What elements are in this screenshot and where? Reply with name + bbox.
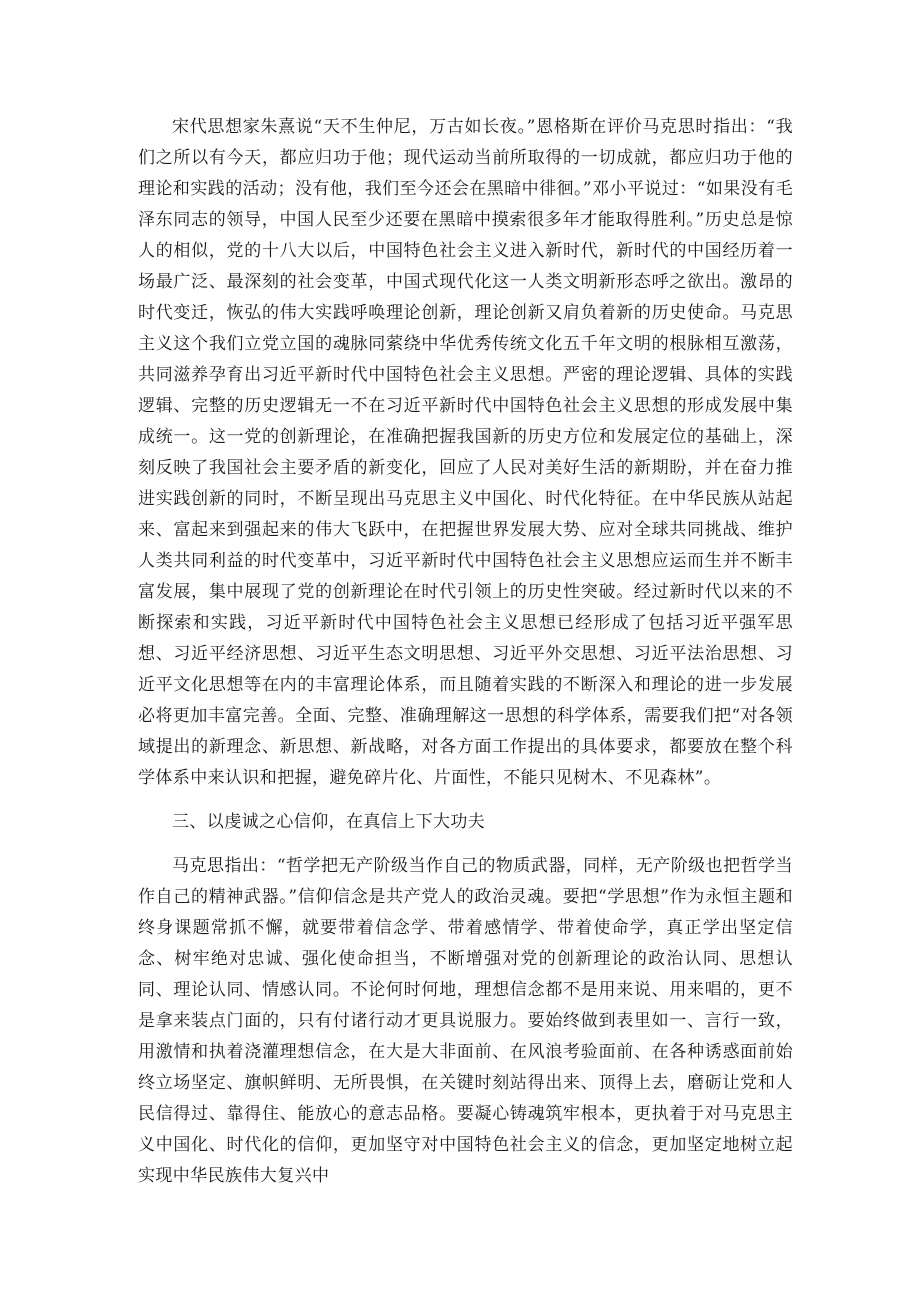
document-page bbox=[138, 112, 793, 1192]
section-heading-3: 三、以虔诚之心信仰，在真信上下大功夫 bbox=[172, 812, 486, 832]
body-paragraph-1: 宋代思想家朱熹说“天不生仲尼，万古如长夜。”恩格斯在评价马克思时指出：“我们之所以有今天，都应归功于他；现代运动当前所取得的一切成就，都应归功于他的理论和实践的活动；没有他，我们至今还会在黑暗中徘徊。”邓小平说过：“如果没有毛泽东同志的领导，中国人民至少还要在黑暗中摸索很多年才能取得胜利。”历史总是惊人的相似，党的十八大以后，中国特色社会主义进入新时代，新时代的中国经历着一场最广泛、最深刻的社会变革，中国式现代化这一人类文明新形态呼之欲出。激昂的时代变迁，恢弘的伟大实践呼唤理论创新，理论创新又肩负着新的历史使命。马克思主义这个我们立党立国的魂脉同萦绕中华优秀传统文化五千年文明的根脉相互激荡，共同滋养孕育出习近平新时代中国特色社会主义思想。严密的理论逻辑、具体的实践逻辑、完整的历史逻辑无一不在习近平新时代中国特色社会主义思想的形成发展中集成统一。这一党的创新理论，在准确把握我国新的历史方位和发展定位的基础上，深刻反映了我国社会主要矛盾的新变化，回应了人民对美好生活的新期盼，并在奋力推进实践创新的同时，不断呈现出马克思主义中国化、时代化特征。在中华民族从站起来、富起来到强起来的伟大飞跃中，在把握世界发展大势、应对全球共同挑战、维护人类共同利益的时代变革中，习近平新时代中国特色社会主义思想应运而生并不断丰富发展，集中展现了党的创新理论在时代引领上的历史性突破。经过新时代以来的不断探索和实践，习近平新时代中国特色社会主义思想已经形成了包括习近平强军思想、习近平经济思想、习近平生态文明思想、习近平外交思想、习近平法治思想、习近平文化思想等在内的丰富理论体系，而且随着实践的不断深入和理论的进一步发展必将更加丰富完善。全面、完整、准确理解这一思想的科学体系，需要我们把“对各领域提出的新理念、新思想、新战略，对各方面工作提出的具体要求，都要放在整个科学体系中来认识和把握，避免碎片化、片面性，不能只见树木、不见森林”。 bbox=[138, 117, 793, 788]
body-paragraph-2: 马克思指出：“哲学把无产阶级当作自己的物质武器，同样，无产阶级也把哲学当作自己的精神武器。”信仰信念是共产党人的政治灵魂。要把“学思想”作为永恒主题和终身课题常抓不懈，就要带着信念学、带着感情学、带着使命学，真正学出坚定信念、树牢绝对忠诚、强化使命担当，不断增强对党的创新理论的政治认同、思想认同、理论认同、情感认同。不论何时何地，理想信念都不是用来说、用来唱的，更不是拿来装点门面的，只有付诸行动才更具说服力。要始终做到表里如一、言行一致，用激情和执着浇灌理想信念，在大是大非面前、在风浪考验面前、在各种诱惑面前始终立场坚定、旗帜鲜明、无所畏惧，在关键时刻站得出来、顶得上去，磨砺让党和人民信得过、靠得住、能放心的意志品格。要凝心铸魂筑牢根本，更执着于对马克思主义中国化、时代化的信仰，更加坚守对中国特色社会主义的信念，更加坚定地树立起实现中华民族伟大复兴中 bbox=[138, 856, 793, 1186]
